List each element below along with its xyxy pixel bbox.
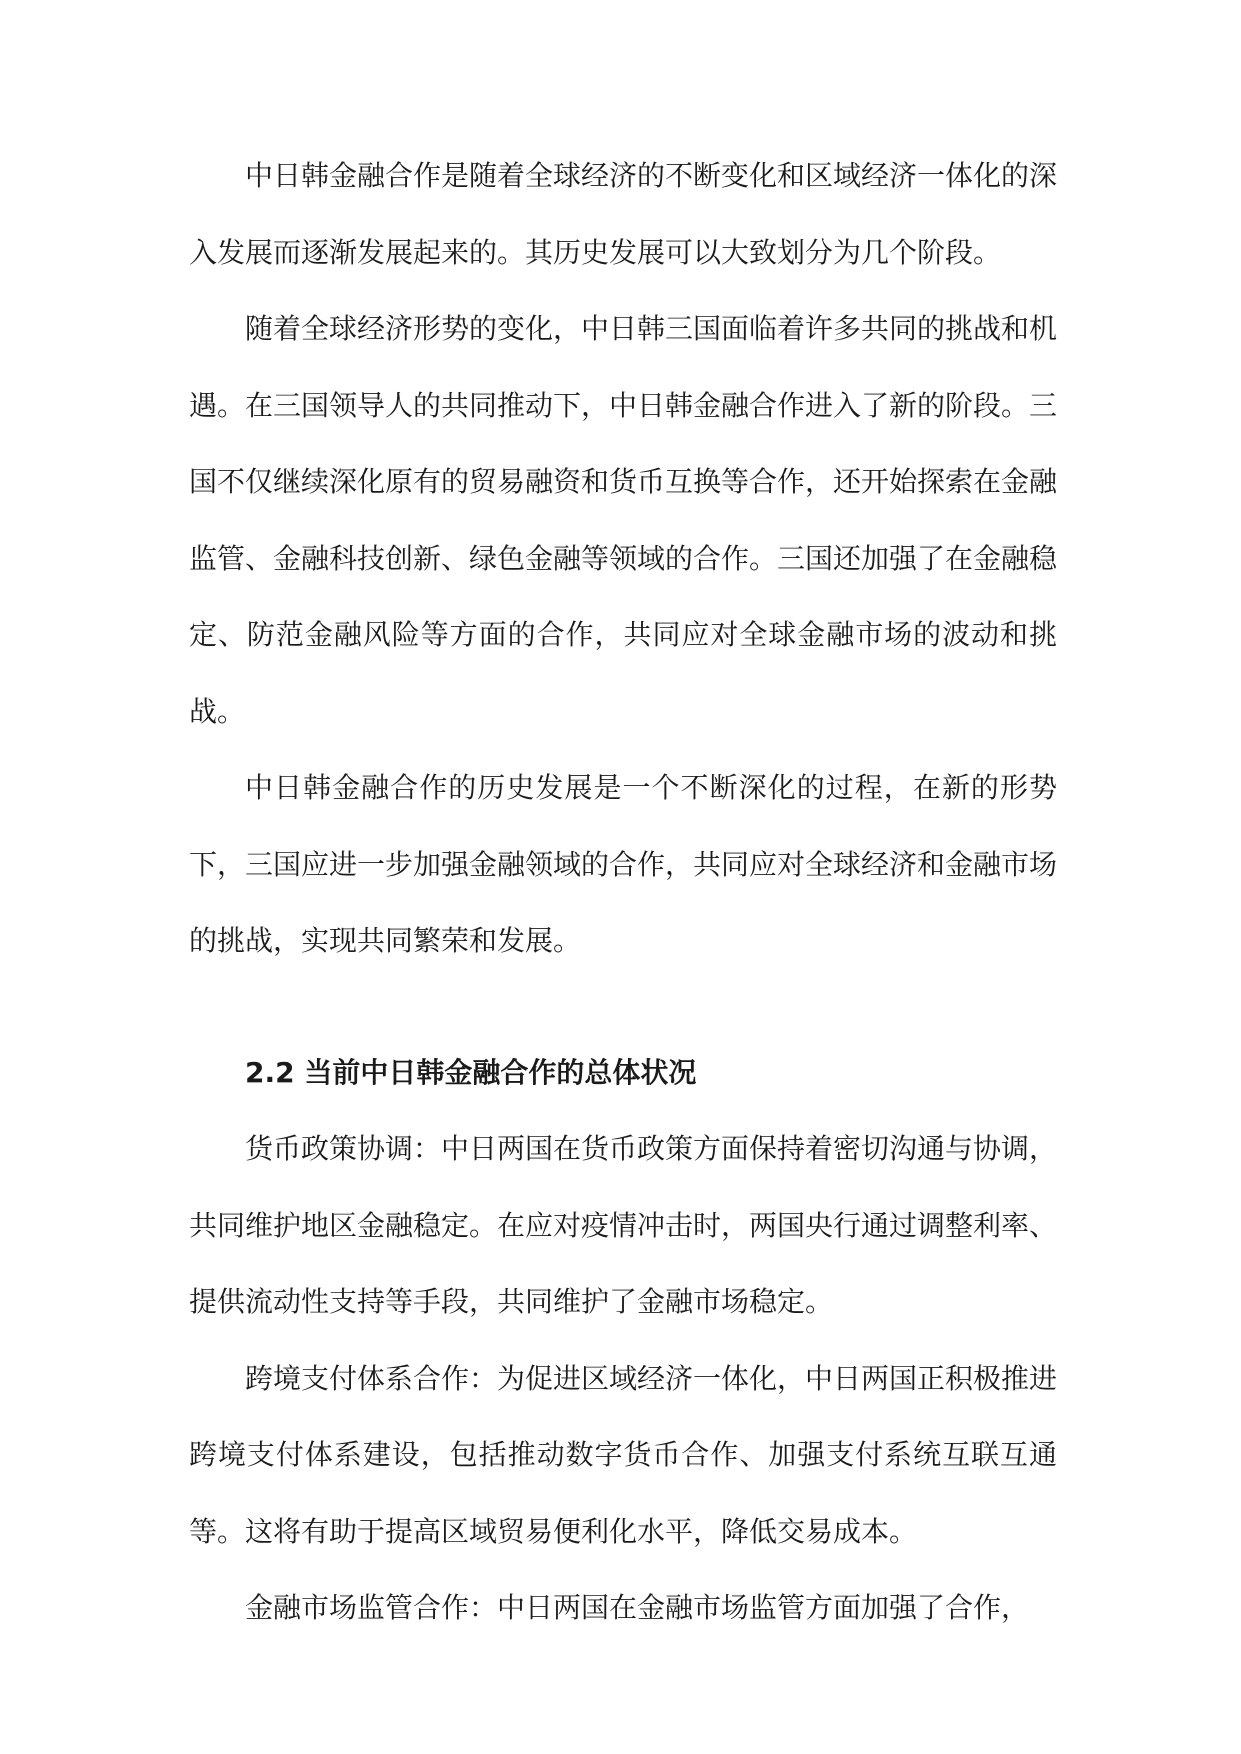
paragraph-deepening-process: 中日韩金融合作的历史发展是一个不断深化的过程，在新的形势下，三国应进一步加强金融领域的合作，共同应对全球经济和金融市场的挑战，实现共同繁荣和发展。: [189, 771, 1058, 957]
paragraph-history-intro: 中日韩金融合作是随着全球经济的不断变化和区域经济一体化的深入发展而逐渐发展起来的。其历史发展可以大致划分为几个阶段。: [189, 159, 1058, 269]
paragraph-market-regulation: 金融市场监管合作：中日两国在金融市场监管方面加强了合作，: [245, 1591, 1030, 1624]
section-heading: 2.2 当前中日韩金融合作的总体状况: [245, 1055, 697, 1089]
paragraph-cross-border-payment: 跨境支付体系合作：为促进区域经济一体化，中日两国正积极推进跨境支付体系建设，包括推动数字货币合作、加强支付系统互联互通等。这将有助于提高区域贸易便利化水平，降低交易成本。: [189, 1361, 1058, 1548]
paragraph-new-stage: 随着全球经济形势的变化，中日韩三国面临着许多共同的挑战和机遇。在三国领导人的共同推动下，中日韩金融合作进入了新的阶段。三国不仅继续深化原有的贸易融资和货币互换等合作，还开始探索在金融监管、金融科技创新、绿色金融等领域的合作。三国还加强了在金融稳定、防范金融风险等方面的合作，共同应对全球金融市场的波动和挑战。: [189, 312, 1058, 728]
document-body: [189, 138, 1057, 1647]
paragraph-monetary-policy: 货币政策协调：中日两国在货币政策方面保持着密切沟通与协调，共同维护地区金融稳定。在应对疫情冲击时，两国央行通过调整利率、提供流动性支持等手段，共同维护了金融市场稳定。: [189, 1132, 1058, 1318]
